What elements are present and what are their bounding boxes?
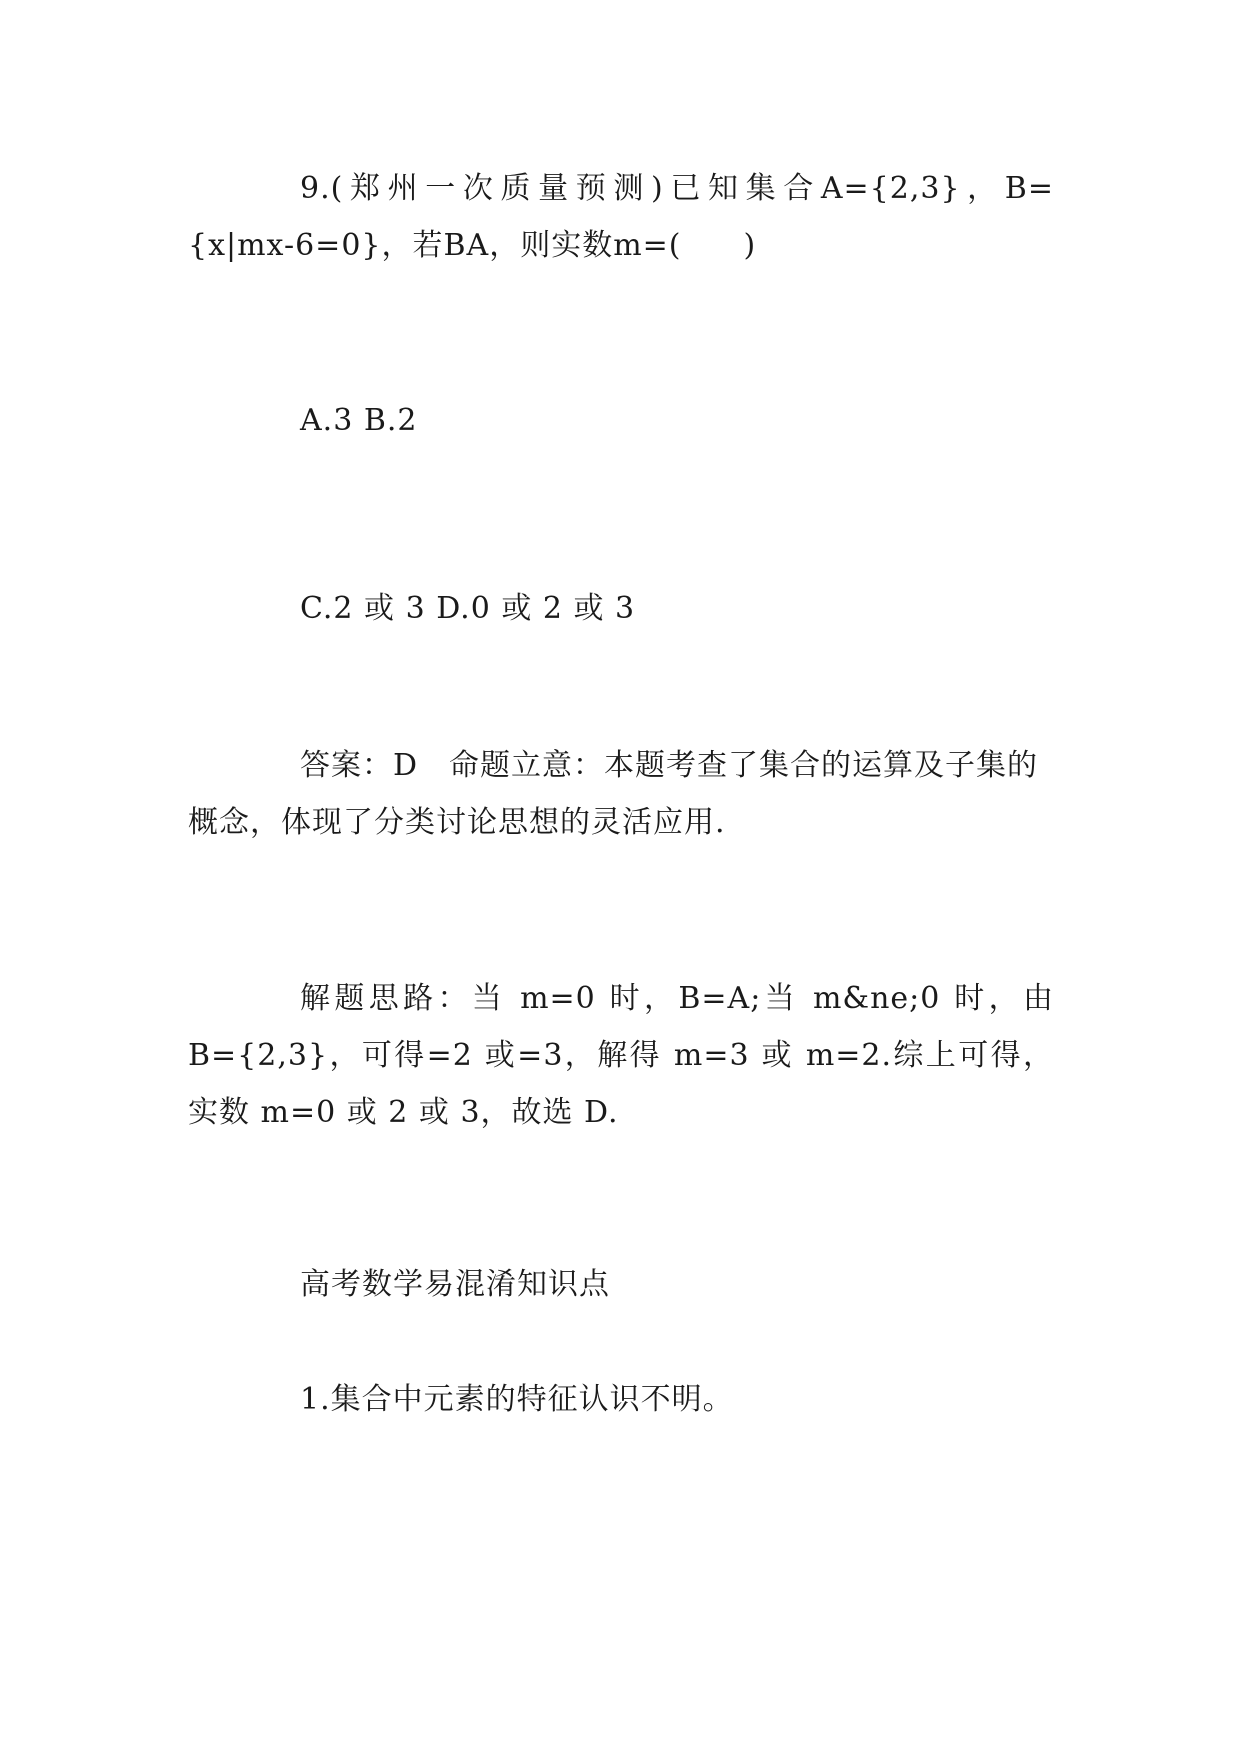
- options-a-b: A.3 B.2: [300, 403, 418, 438]
- question-paragraph: 9.(郑州一次质量预测)已知集合A={2,3}，B={x|mx-6=0}，若BA，则实数m=( ): [188, 171, 1054, 263]
- answer-paragraph: 答案：D 命题立意：本题考查了集合的运算及子集的概念，体现了分类讨论思想的灵活应用.: [188, 748, 1039, 840]
- solution-paragraph: 解题思路：当 m=0 时，B=A;当 m&ne;0 时，由 B={2,3}，可得=2 或=3，解得 m=3 或 m=2.综上可得，实数 m=0 或 2 或 3，故选 D.: [188, 981, 1065, 1130]
- section-title: 高考数学易混淆知识点: [300, 1267, 610, 1302]
- options-c-d: C.2 或 3 D.0 或 2 或 3: [300, 591, 636, 626]
- knowledge-item-1: 1.集合中元素的特征认识不明。: [300, 1382, 734, 1417]
